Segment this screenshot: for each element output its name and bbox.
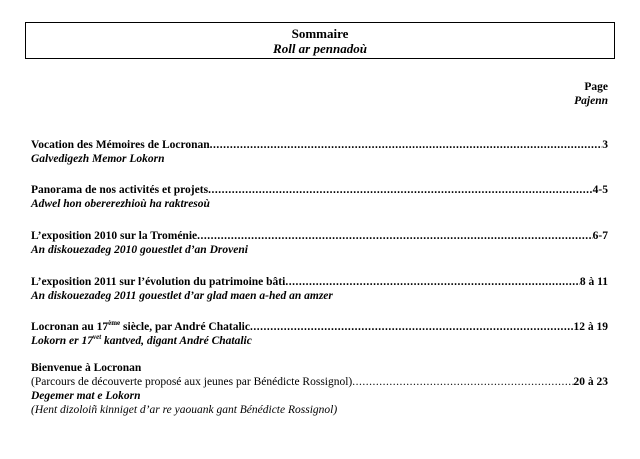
subtitle-part: kantved, digant André Chatalic [101, 335, 252, 347]
title-part: siècle, par André Chatalic [120, 321, 250, 333]
dot-leader [197, 229, 593, 243]
toc-subtitle [31, 334, 608, 348]
toc-line[interactable] [31, 229, 608, 243]
subtitle-superscript: vet [92, 333, 102, 342]
toc-title[interactable]: Bienvenue à Locronan [31, 362, 142, 374]
toc-entry [31, 320, 608, 348]
toc-page[interactable]: 4-5 [592, 184, 608, 196]
toc-title[interactable] [31, 320, 250, 334]
toc-detail: (Parcours de découverte proposé aux jeunes par Bénédicte Rossignol) [31, 376, 353, 388]
dot-leader [250, 320, 574, 334]
title-superscript: ème [108, 319, 121, 328]
toc-subtitle: Adwel hon obererezhioù ha raktresoù [31, 198, 210, 210]
toc-line[interactable] [31, 375, 608, 389]
toc-title[interactable]: L’exposition 2011 sur l’évolution du patrimoine bâti [31, 276, 286, 288]
toc-title[interactable]: L’exposition 2010 sur la Troménie [31, 230, 198, 242]
title-breton: Roll ar pennadoù [273, 41, 367, 56]
toc-subtitle: Degemer mat e Lokorn [31, 390, 141, 402]
toc-entry [31, 138, 608, 166]
toc-page[interactable]: 3 [602, 139, 608, 151]
toc-subtitle: Galvedigezh Memor Lokorn [31, 153, 165, 165]
toc-subtitle: An diskouezadeg 2011 gouestlet d’ar glad maen a-hed an amzer [31, 290, 333, 302]
page-label-french: Page [584, 81, 608, 93]
toc-entry [31, 229, 608, 257]
page-label-breton: Pajenn [574, 95, 608, 107]
toc-line[interactable] [31, 320, 608, 334]
title-french: Sommaire [291, 26, 349, 41]
toc-entry [31, 275, 608, 303]
toc-page[interactable]: 8 à 11 [579, 276, 608, 288]
page-column-header [574, 80, 608, 108]
toc-subdetail: (Hent dizoloiñ kinniget d’ar re yaouank gant Bénédicte Rossignol) [31, 404, 338, 416]
toc-subtitle: An diskouezadeg 2010 gouestlet d’an Droveni [31, 244, 248, 256]
toc-page[interactable]: 6-7 [592, 230, 608, 242]
toc-line[interactable] [31, 275, 608, 289]
dot-leader [208, 183, 593, 197]
dot-leader [210, 138, 603, 152]
toc-entry [31, 183, 608, 211]
dot-leader [352, 375, 573, 389]
toc-page[interactable]: 20 à 23 [573, 376, 608, 388]
dot-leader [285, 275, 580, 289]
toc-line[interactable] [31, 183, 608, 197]
title-box [25, 22, 615, 59]
toc-line[interactable] [31, 138, 608, 152]
toc-entry [31, 361, 608, 417]
toc-title[interactable]: Panorama de nos activités et projets [31, 184, 209, 196]
title-part: Locronan au 17 [31, 321, 109, 333]
toc-page[interactable]: 12 à 19 [573, 321, 608, 333]
subtitle-part: Lokorn er 17 [31, 335, 93, 347]
toc-title[interactable]: Vocation des Mémoires de Locronan [31, 139, 210, 151]
